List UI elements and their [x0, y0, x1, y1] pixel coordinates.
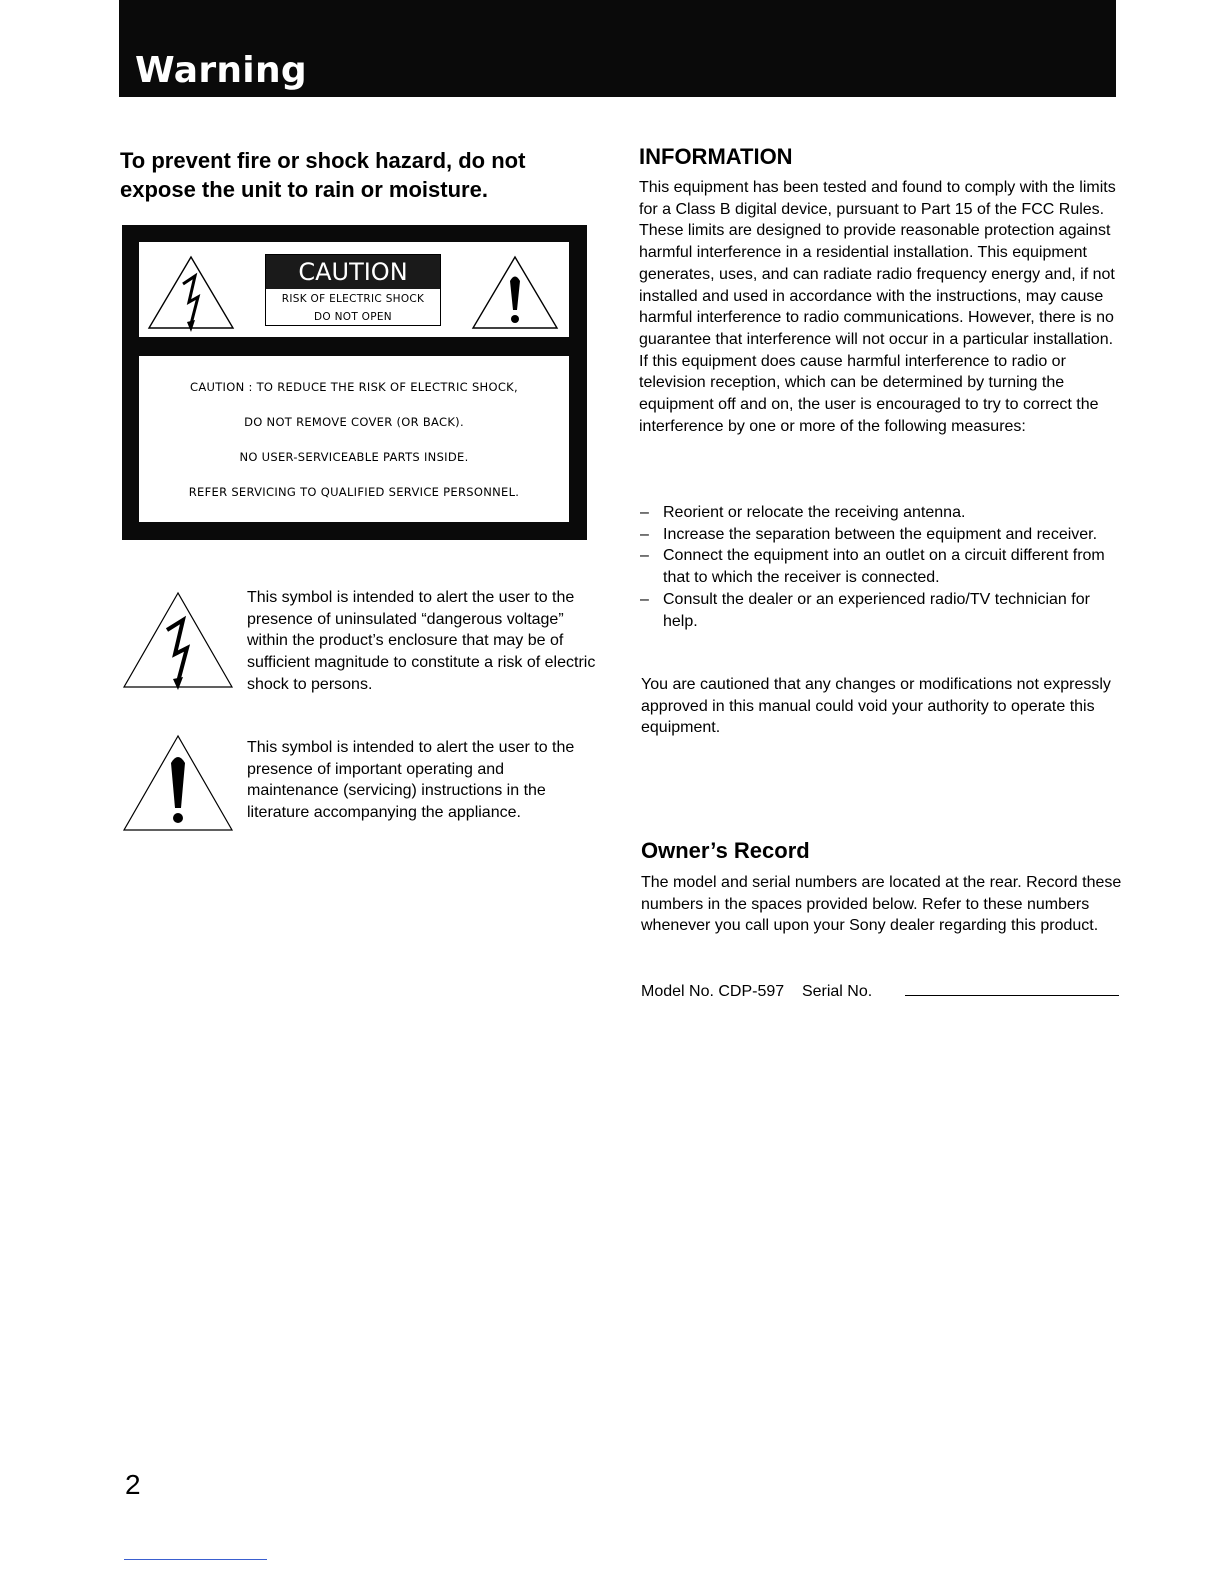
lightning-symbol-description: This symbol is intended to alert the user to the presence of uninsulated “dangerous voltage” within the product’s enclosure that may be of sufficient magnitude to constitute a risk of electric shock to persons.: [247, 589, 596, 693]
page-title: Warning: [135, 50, 307, 91]
serial-number-blank: [905, 995, 1119, 996]
caution-label-box: [122, 225, 587, 540]
information-heading: INFORMATION: [639, 144, 793, 169]
caution-sub-line-2: DO NOT OPEN: [314, 311, 392, 323]
warning-banner: [119, 0, 1116, 97]
caution-label-top-panel: [139, 242, 569, 337]
caution-label: [265, 254, 441, 326]
list-item: – Consult the dealer or an experienced radio/TV technician for help.: [640, 589, 1120, 632]
exclamation-symbol-description: This symbol is intended to alert the user to the presence of important operating and maintenance (servicing) instructions in the literature accompanying the appliance.: [247, 739, 575, 822]
exclamation-triangle-icon: [120, 733, 236, 833]
model-serial-line: Model No. CDP-597 Serial No.: [641, 983, 873, 1000]
caution-line: REFER SERVICING TO QUALIFIED SERVICE PERSONNEL.: [188, 485, 520, 499]
caution-title: CAUTION: [266, 255, 440, 289]
list-item: – Reorient or relocate the receiving antenna.: [640, 502, 1120, 524]
caution-sub-line-1: RISK OF ELECTRIC SHOCK: [281, 293, 425, 305]
caution-line: DO NOT REMOVE COVER (OR BACK).: [244, 415, 464, 429]
information-paragraph: This equipment has been tested and found to comply with the limits for a Class B digital device, pursuant to Part 15 of the FCC Rules. These limits are designed to provide reasonable protection against harmful interference in a residential installation. This equipment generates, uses, and can radiate radio frequency energy and, if not installed and used in accordance with the instructions, may cause harmful interference to radio communications. However, there is no guarantee that interference will not occur in a particular installation. If this equipment does cause harmful interference to radio or television reception, which can be determined by turning the equipment off and on, the user is encouraged to try to correct the interference by one or more of the following measures:: [639, 179, 1116, 435]
owners-record-paragraph: The model and serial numbers are located at the rear. Record these numbers in the spaces provided below. Refer to these numbers whenever you call upon your Sony dealer regarding this product.: [641, 874, 1122, 935]
caution-line: CAUTION : TO REDUCE THE RISK OF ELECTRIC SHOCK,: [190, 380, 518, 394]
caution-instructions: [139, 376, 569, 516]
exclamation-triangle-icon: [469, 254, 561, 332]
footer-rule: [124, 1559, 267, 1560]
caution-label-bottom-panel: [139, 356, 569, 522]
measures-list: [640, 502, 1120, 632]
lightning-triangle-icon: [120, 590, 236, 690]
fire-shock-warning-headline: To prevent fire or shock hazard, do not expose the unit to rain or moisture.: [120, 148, 526, 202]
modification-caution-paragraph: You are cautioned that any changes or modifications not expressly approved in this manual could void your authority to operate this equipment.: [641, 676, 1111, 737]
list-item: – Connect the equipment into an outlet on a circuit different from that to which the receiver is connected.: [640, 545, 1120, 588]
lightning-triangle-icon: [145, 254, 237, 332]
page-number: 2: [125, 1469, 141, 1500]
owners-record-heading: Owner’s Record: [641, 838, 810, 863]
caution-line: NO USER-SERVICEABLE PARTS INSIDE.: [239, 450, 469, 464]
list-item: – Increase the separation between the equipment and receiver.: [640, 524, 1120, 546]
